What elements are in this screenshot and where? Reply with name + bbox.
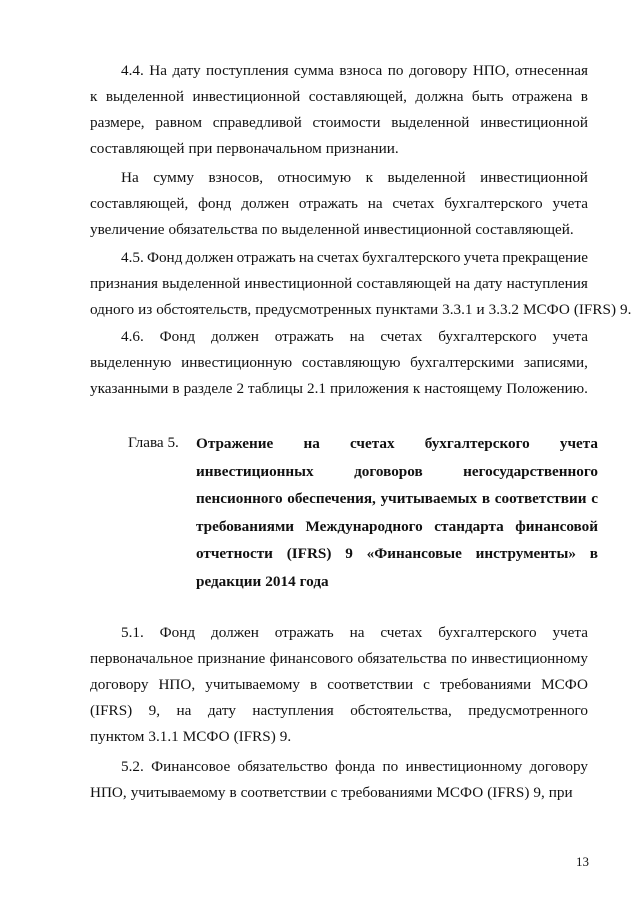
word: должен <box>210 624 259 641</box>
word: должен <box>241 195 290 212</box>
text-line <box>196 540 598 568</box>
word: 5.2. <box>121 758 144 775</box>
word: первоначальном <box>216 140 322 157</box>
word: выделенной <box>281 221 360 238</box>
word: счетах <box>380 328 423 345</box>
paragraph-4-5 <box>90 245 632 323</box>
word: бухгалтерского <box>362 249 461 266</box>
word: инвестиционной <box>244 275 353 292</box>
word: с <box>330 784 338 801</box>
word: первоначальное <box>90 650 194 667</box>
word: инструменты» <box>475 545 576 562</box>
word: поступления <box>206 62 289 79</box>
word: 9. <box>279 728 292 745</box>
text-line <box>90 191 588 217</box>
word: к <box>365 169 373 186</box>
word: быть <box>471 88 504 105</box>
word: при <box>548 784 573 801</box>
word: 3.3.2 <box>488 301 520 318</box>
word: в <box>310 676 318 693</box>
word: инвестиционных <box>196 462 314 480</box>
text-line <box>90 646 588 672</box>
word: 2.1 <box>307 380 326 397</box>
word: выделенную <box>90 354 172 371</box>
word: счетах <box>349 435 395 452</box>
text-line <box>90 136 588 162</box>
word: 9, <box>533 784 545 801</box>
word: на <box>349 624 365 641</box>
word: учитываемому <box>130 784 226 801</box>
word: учета <box>552 624 588 641</box>
word: бухгалтерскими <box>410 354 515 371</box>
word: на <box>298 249 314 266</box>
word: отражена <box>511 88 573 105</box>
word: «Финансовые <box>366 545 462 562</box>
word: инвестиционной <box>192 88 301 105</box>
word: прекращение <box>502 249 588 266</box>
word: составляющую <box>301 354 401 371</box>
word: инвестиционную <box>181 354 293 371</box>
word: бухгалтерского <box>438 328 537 345</box>
word: года <box>299 572 329 590</box>
word: предусмотренного <box>468 702 588 719</box>
word: настоящему <box>424 380 503 397</box>
word: на <box>303 435 320 452</box>
text-line <box>90 84 588 110</box>
word: негосударственного <box>463 462 598 480</box>
word: обязательства <box>357 650 447 667</box>
word: НПО, <box>158 676 196 693</box>
word: инвестиционной <box>363 221 472 238</box>
text-line <box>196 485 598 513</box>
word: признание <box>197 650 266 667</box>
word: На <box>121 169 139 186</box>
word: обязательства <box>168 221 258 238</box>
word: относимую <box>277 169 352 186</box>
word: На <box>149 62 167 79</box>
word: Фонд <box>159 328 196 345</box>
word: отражать <box>298 195 358 212</box>
text-line <box>90 698 588 724</box>
word: НПО, <box>472 62 510 79</box>
word: с <box>423 676 430 693</box>
chapter-title <box>196 430 598 595</box>
word: пунктами <box>375 301 439 318</box>
word: при <box>188 140 213 157</box>
text-line <box>196 430 598 458</box>
word: соответствии <box>327 676 414 693</box>
word: договоров <box>354 462 423 480</box>
word: (IFRS) <box>233 728 276 745</box>
word: пенсионного <box>196 490 283 507</box>
word: (IFRS) <box>573 301 617 318</box>
word: признании. <box>325 140 399 157</box>
word: размере, <box>90 114 145 131</box>
word: инвестиционному <box>405 758 523 775</box>
word: договору <box>408 62 468 79</box>
text-line <box>90 350 588 376</box>
word: редакции <box>196 572 262 590</box>
word: составляющей <box>356 275 451 292</box>
text-line <box>90 245 588 271</box>
word: с <box>591 490 598 507</box>
word: МСФО <box>523 301 570 318</box>
word: составляющей, <box>308 88 407 105</box>
text-line <box>90 165 588 191</box>
word: 9 <box>345 545 353 562</box>
word: 2014 <box>265 572 296 590</box>
word: 3.1.1 <box>148 728 179 745</box>
word: сумму <box>153 169 194 186</box>
text-line <box>90 324 588 350</box>
word: (IFRS) <box>487 784 530 801</box>
word: стоимости <box>312 114 381 131</box>
word: выделенной <box>391 114 470 131</box>
word: требованиями <box>196 517 295 535</box>
word: соответствии <box>494 490 587 507</box>
word: Финансовое <box>151 758 231 775</box>
word: пунктом <box>90 728 145 745</box>
word: МСФО <box>541 676 588 693</box>
word: МСФО <box>182 728 230 745</box>
word: обстоятельств, <box>156 301 252 318</box>
word: 4.4. <box>121 62 144 79</box>
word: Положению. <box>506 380 588 397</box>
word: отражать <box>274 328 334 345</box>
word: НПО, <box>90 784 127 801</box>
word: дату <box>172 62 201 79</box>
text-line <box>90 110 588 136</box>
word: Фонд <box>146 249 183 266</box>
word: счетах <box>380 624 423 641</box>
chapter-label: Глава 5. <box>128 434 179 451</box>
word: 4.5. <box>121 249 144 266</box>
word: фонд <box>198 195 232 212</box>
word: отражать <box>274 624 334 641</box>
word: составляющей, <box>90 195 189 212</box>
word: требованиями <box>341 784 433 801</box>
word: таблицы <box>248 380 303 397</box>
word: к <box>412 380 421 397</box>
word: на <box>367 195 383 212</box>
word: и <box>476 301 485 318</box>
text-line <box>196 513 598 541</box>
word: записями, <box>523 354 588 371</box>
word: предусмотренных <box>255 301 372 318</box>
word: на <box>455 275 471 292</box>
word: на <box>176 702 192 719</box>
word: требованиями <box>439 676 532 693</box>
word: в <box>481 490 491 507</box>
text-line <box>90 780 588 806</box>
word: составляющей. <box>475 221 574 238</box>
word: отражать <box>236 249 296 266</box>
word: (IFRS) <box>286 545 332 562</box>
word: финансовой <box>515 517 598 535</box>
word: разделе <box>183 380 233 397</box>
word: учета <box>552 328 588 345</box>
word: взносов, <box>208 169 264 186</box>
word: учета <box>559 435 598 452</box>
text-line <box>90 297 632 323</box>
paragraph-5-2 <box>90 754 588 806</box>
word: отнесенная <box>515 62 588 79</box>
word: выделенной <box>105 88 184 105</box>
word: выделенной <box>162 275 241 292</box>
word: инвестиционной <box>480 169 588 186</box>
word: одного <box>90 301 135 318</box>
word: учета <box>463 249 500 266</box>
word: на <box>349 328 365 345</box>
text-line <box>90 217 588 243</box>
word: (IFRS) <box>90 702 133 719</box>
word: счетах <box>392 195 435 212</box>
word: договору <box>90 676 149 693</box>
word: по <box>261 221 278 238</box>
word: финансового <box>269 650 354 667</box>
text-line <box>90 724 588 750</box>
word: по <box>382 758 399 775</box>
word: 9, <box>148 702 161 719</box>
word: обстоятельства, <box>350 702 452 719</box>
chapter-heading <box>128 430 598 595</box>
word: 4.6. <box>121 328 144 345</box>
word: в <box>172 380 180 397</box>
text-line <box>90 271 588 297</box>
word: сумма <box>294 62 334 79</box>
word: в <box>580 88 588 105</box>
word: наступления <box>506 275 588 292</box>
text-line <box>196 568 598 596</box>
word: по <box>387 62 404 79</box>
text-line <box>90 754 588 780</box>
word: бухгалтерского <box>438 624 537 641</box>
word: бухгалтерского <box>424 435 530 452</box>
text-line <box>90 672 588 698</box>
word: 3.3.1 <box>442 301 473 318</box>
word: Фонд <box>159 624 196 641</box>
word: бухгалтерского <box>444 195 543 212</box>
word: 2 <box>236 380 245 397</box>
word: справедливой <box>212 114 302 131</box>
text-line <box>90 620 588 646</box>
word: должен <box>210 328 259 345</box>
word: должна <box>415 88 464 105</box>
word: признания <box>90 275 158 292</box>
word: обязательство <box>237 758 328 775</box>
word: увеличение <box>90 221 165 238</box>
word: равном <box>155 114 202 131</box>
paragraph-5-1 <box>90 620 588 750</box>
word: соответствии <box>240 784 327 801</box>
word: обеспечения, <box>287 490 376 507</box>
word: Международного <box>305 517 423 535</box>
word: выделенной <box>387 169 466 186</box>
word: приложения <box>329 380 409 397</box>
word: договору <box>529 758 588 775</box>
word: инвестиционному <box>471 650 588 667</box>
text-line <box>90 376 588 402</box>
word: к <box>90 88 98 105</box>
page-number: 13 <box>576 854 589 869</box>
word: в <box>589 545 598 562</box>
word: учитываемых <box>380 490 478 507</box>
word: отчетности <box>196 545 273 562</box>
word: в <box>229 784 237 801</box>
word: МСФО <box>436 784 484 801</box>
word: дату <box>474 275 503 292</box>
word: счетах <box>316 249 359 266</box>
word: из <box>138 301 153 318</box>
text-line <box>90 58 588 84</box>
word: должен <box>185 249 234 266</box>
word: составляющей <box>90 140 185 157</box>
word: 5.1. <box>121 624 144 641</box>
word: учитываемому <box>205 676 300 693</box>
word: наступления <box>252 702 334 719</box>
word: дату <box>207 702 236 719</box>
paragraph-4-6 <box>90 324 588 402</box>
paragraph-4-4 <box>90 58 588 162</box>
word: взноса <box>339 62 383 79</box>
word: стандарта <box>434 517 504 535</box>
word: учета <box>552 195 588 212</box>
word: фонда <box>335 758 376 775</box>
word: по <box>451 650 467 667</box>
text-line <box>196 458 598 486</box>
word: 9. <box>620 301 632 318</box>
paragraph-4-4-continuation <box>90 165 588 243</box>
word: Отражение <box>196 435 274 452</box>
word: инвестиционной <box>480 114 588 131</box>
word: указанными <box>90 380 169 397</box>
